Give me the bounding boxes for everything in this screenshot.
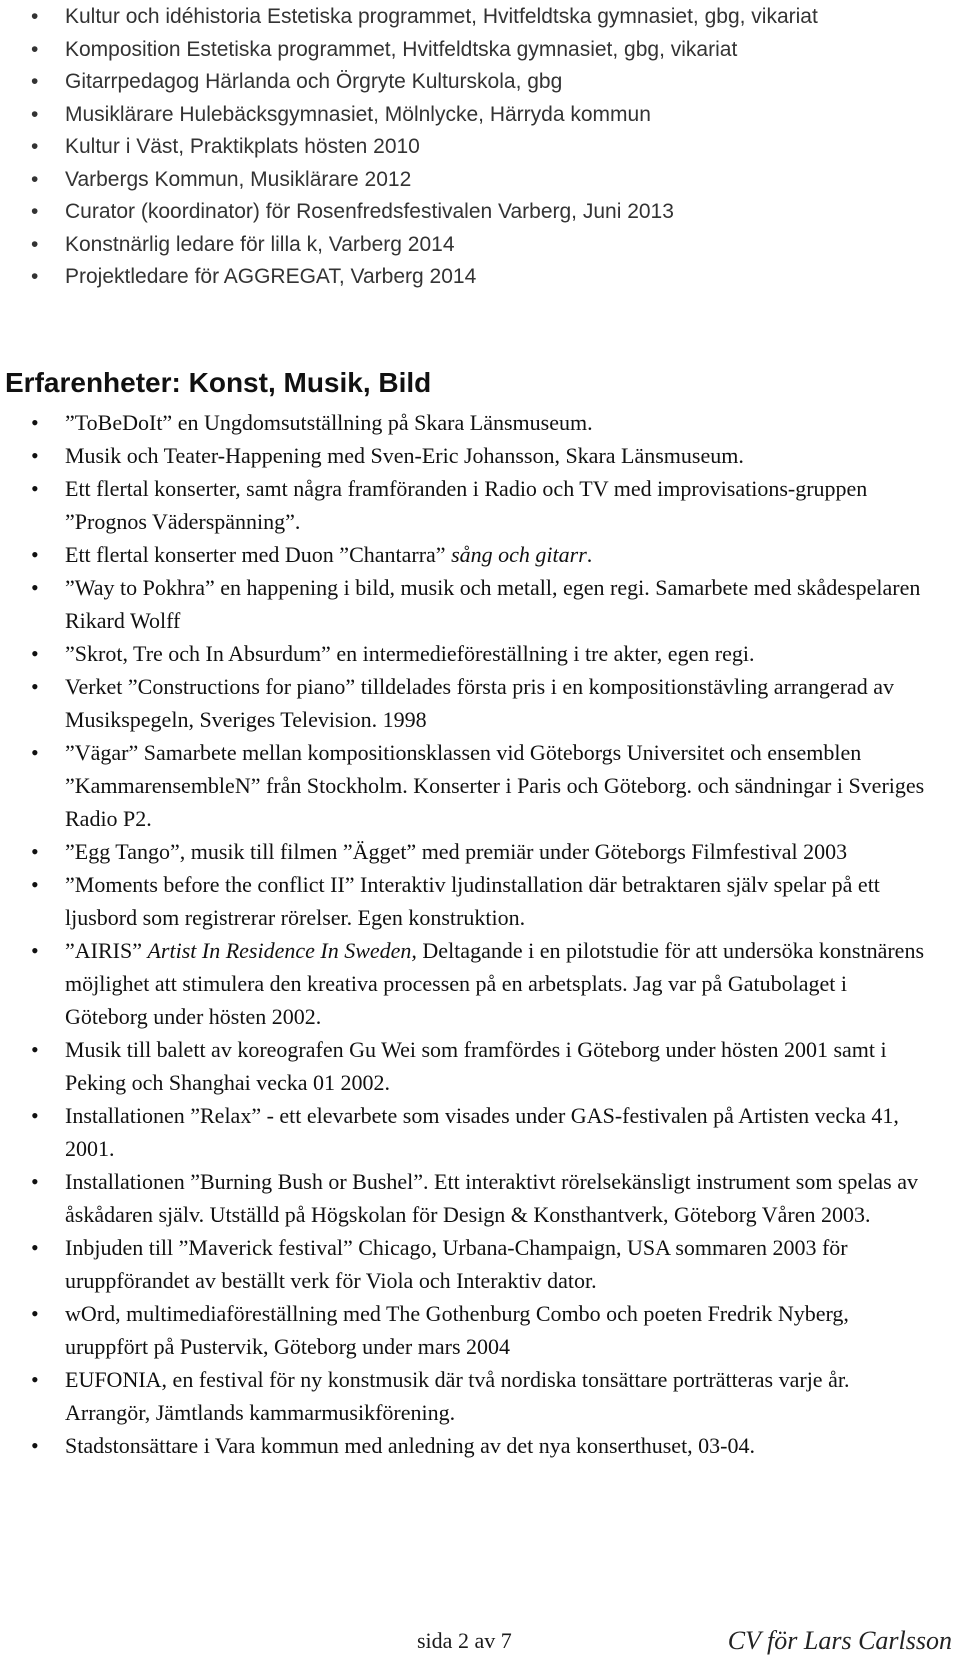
- list-item-text: ”ToBeDoIt” en Ungdomsutställning på Skara Länsmuseum.: [65, 410, 593, 435]
- bullet-icon: •: [31, 1433, 39, 1458]
- list-item-text: Verket ”Constructions for piano” tilldelades första pris i en kompositionstävling arrangerad av Musikspegeln, Sveriges Television. 1998: [65, 674, 895, 732]
- list-item-text: Kultur i Väst, Praktikplats hösten 2010: [65, 135, 420, 158]
- bullet-icon: •: [31, 37, 39, 61]
- bullet-icon: •: [31, 70, 39, 93]
- list-item: [0, 670, 960, 736]
- list-item-text: Musik och Teater-Happening med Sven-Eric Johansson, Skara Länsmuseum.: [65, 443, 744, 468]
- bullet-icon: •: [31, 443, 39, 468]
- list-item-text: wOrd, multimediaföreställning med The Gothenburg Combo och poeten Fredrik Nyberg, uruppfört på Pustervik, Göteborg under mars 2004: [65, 1301, 849, 1359]
- bullet-icon: •: [31, 232, 39, 256]
- bullet-icon: •: [31, 1301, 39, 1326]
- list-item: [0, 1429, 960, 1462]
- list-item-text: Komposition Estetiska programmet, Hvitfeldtska gymnasiet, gbg, vikariat: [65, 37, 738, 61]
- list-item: [0, 261, 960, 294]
- list-item-text: .: [586, 542, 593, 567]
- bullet-icon: •: [31, 135, 39, 158]
- list-item-text: ”Skrot, Tre och In Absurdum” en intermedieföreställning i tre akter, egen regi.: [65, 641, 755, 666]
- list-item: [0, 34, 960, 67]
- page-number: sida 2 av 7: [417, 1628, 512, 1653]
- list-item-text: Ett flertal konserter, samt några framföranden i Radio och TV med improvisations-gruppen ”Prognos Väderspänning”.: [65, 476, 868, 534]
- list-item: [0, 1165, 960, 1231]
- list-item-text: ”AIRIS”: [65, 938, 148, 963]
- list-item: [0, 1297, 960, 1363]
- bullet-icon: •: [31, 167, 39, 191]
- list-item: [0, 439, 960, 472]
- bullet-icon: •: [31, 1103, 39, 1128]
- bullet-icon: •: [31, 1037, 39, 1062]
- list-item-text: ”Vägar” Samarbete mellan kompositionsklassen vid Göteborgs Universitet och ensemblen ”KammarensembleN” från Stockholm. Konserter i Paris och Göteborg. och sändningar i Sveriges Radio P2.: [65, 740, 925, 831]
- page-footer: [0, 1626, 960, 1662]
- list-item: [0, 571, 960, 637]
- employment-list: [0, 1, 960, 294]
- list-item: [0, 934, 960, 1033]
- bullet-icon: •: [31, 1235, 39, 1260]
- bullet-icon: •: [31, 200, 39, 223]
- list-item: [0, 196, 960, 229]
- list-item: [0, 66, 960, 99]
- list-item-text: Varbergs Kommun, Musiklärare 2012: [65, 167, 412, 191]
- bullet-icon: •: [31, 839, 39, 864]
- bullet-icon: •: [31, 1367, 39, 1392]
- bullet-icon: •: [31, 641, 39, 666]
- footer-title: CV för Lars Carlsson: [727, 1626, 952, 1655]
- bullet-icon: •: [31, 476, 39, 501]
- section-heading: Erfarenheter: Konst, Musik, Bild: [5, 367, 432, 398]
- list-item: [0, 868, 960, 934]
- list-item: [0, 637, 960, 670]
- list-item-text: Projektledare för AGGREGAT, Varberg 2014: [65, 265, 477, 288]
- list-item: [0, 164, 960, 197]
- list-item: [0, 1231, 960, 1297]
- list-item: [0, 1033, 960, 1099]
- list-item-text: Deltagande i en pilotstudie för att undersöka konstnärens möjlighet att stimulera den kreativa processen på en arbetsplats. Jag var på Gatubolaget i Göteborg under hösten 2002.: [65, 938, 925, 1029]
- bullet-icon: •: [31, 575, 39, 600]
- list-item-text: Musiklärare Hulebäcksgymnasiet, Mölnlycke, Härryda kommun: [65, 102, 651, 126]
- list-item-text: Konstnärlig ledare för lilla k, Varberg 2014: [65, 232, 455, 256]
- list-item-text: ”Moments before the conflict II” Interaktiv ljudinstallation där betraktaren själv spelar på ett ljusbord som registrerar rörelser. Egen konstruktion.: [65, 872, 880, 930]
- list-item-text: Stadstonsättare i Vara kommun med anledning av det nya konserthuset, 03-04.: [65, 1433, 756, 1458]
- list-item: [0, 835, 960, 868]
- bullet-icon: •: [31, 265, 39, 288]
- bullet-icon: •: [31, 674, 39, 699]
- list-item: [0, 406, 960, 439]
- list-item-text: Installationen ”Relax” - ett elevarbete som visades under GAS-festivalen på Artisten vecka 41, 2001.: [65, 1103, 899, 1161]
- list-item-text: Ett flertal konserter med Duon ”Chantarra”: [65, 542, 452, 567]
- bullet-icon: •: [31, 410, 39, 435]
- list-item-text: Gitarrpedagog Härlanda och Örgryte Kulturskola, gbg: [65, 70, 563, 93]
- list-item-text: Kultur och idéhistoria Estetiska programmet, Hvitfeldtska gymnasiet, gbg, vikariat: [65, 5, 818, 28]
- list-item-text: ”Egg Tango”, musik till filmen ”Ägget” med premiär under Göteborgs Filmfestival 2003: [65, 839, 848, 864]
- list-item: [0, 736, 960, 835]
- list-item-text: EUFONIA, en festival för ny konstmusik där två nordiska tonsättare porträtteras varje år. Arrangör, Jämtlands kammarmusikförening.: [65, 1367, 850, 1425]
- list-item-text: ”Way to Pokhra” en happening i bild, musik och metall, egen regi. Samarbete med skådespelaren Rikard Wolff: [65, 575, 921, 633]
- list-item-text: Installationen ”Burning Bush or Bushel”. Ett interaktivt rörelsekänsligt instrument som spelas av åskådaren själv. Utställd på Högskolan för Design & Konsthantverk, Göteborg Våren 2003.: [65, 1169, 918, 1227]
- experience-list: [0, 406, 960, 1462]
- list-item-text: Inbjuden till ”Maverick festival” Chicago, Urbana-Champaign, USA sommaren 2003 för uruppförandet av beställt verk för Viola och Interaktiv dator.: [65, 1235, 848, 1293]
- bullet-icon: •: [31, 872, 39, 897]
- list-item-italic-text: sång och gitarr: [451, 542, 587, 567]
- list-item: [0, 131, 960, 164]
- list-item-text: Curator (koordinator) för Rosenfredsfestivalen Varberg, Juni 2013: [65, 200, 674, 223]
- bullet-icon: •: [31, 740, 39, 765]
- bullet-icon: •: [31, 5, 39, 28]
- list-item: [0, 1099, 960, 1165]
- bullet-icon: •: [31, 542, 39, 567]
- bullet-icon: •: [31, 938, 39, 963]
- list-item-italic-text: Artist In Residence In Sweden,: [147, 938, 417, 963]
- list-item: [0, 472, 960, 538]
- list-item: [0, 99, 960, 132]
- bullet-icon: •: [31, 1169, 39, 1194]
- list-item: [0, 1, 960, 34]
- list-item: [0, 1363, 960, 1429]
- list-item: [0, 538, 960, 571]
- list-item: [0, 229, 960, 262]
- list-item-text: Musik till balett av koreografen Gu Wei som framfördes i Göteborg under hösten 2001 samt i Peking och Shanghai vecka 01 2002.: [65, 1037, 887, 1095]
- bullet-icon: •: [31, 102, 39, 126]
